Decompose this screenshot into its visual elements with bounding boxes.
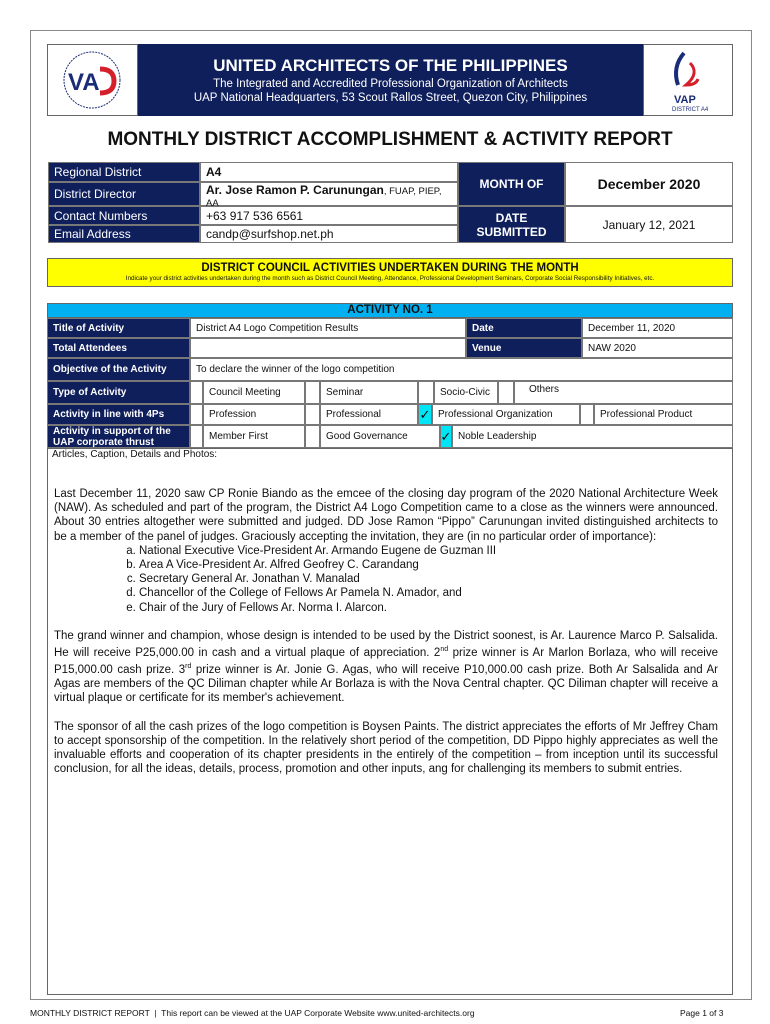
sup-nd: nd (440, 646, 449, 654)
regional-district-label: Regional District (48, 162, 200, 182)
type-checkbox-council[interactable] (190, 381, 203, 404)
venue-label: Venue (466, 338, 582, 358)
district-logo-right (643, 44, 733, 116)
sup-rd: rd (185, 663, 192, 671)
article-paragraph-1: Last December 11, 2020 saw CP Ronie Biando as the emcee of the closing day program of the 2020 National Architecture Week (NAW). As scheduled and part of the program, the District A4 Logo Competition came to a close as the winners were announced. About 30 entries altogether were submitted and judged. DD Jose Ramon “Pippo” Carunungan invited distinguished architects to be a member of the panel of judges. Graciously accepting the invitation, they are (in no particular order of importance): (54, 488, 718, 543)
date-label: Date (466, 318, 582, 338)
director-suffix: , FUAP, PIEP, AA (206, 186, 442, 209)
date-submitted-value: January 12, 2021 (565, 206, 733, 243)
org-tagline: The Integrated and Accredited Professional Organization of Architects (213, 78, 568, 90)
contact-value: +63 917 536 6561 (200, 206, 458, 225)
type-checkbox-sociocivic[interactable] (418, 381, 434, 404)
fourps-professional-organization: Professional Organization (432, 404, 580, 425)
thrust-label: Activity in support of the UAP corporate thrust (47, 425, 190, 448)
objective-value: To declare the winner of the logo competition (190, 358, 733, 381)
venue-value: NAW 2020 (582, 338, 733, 358)
fourps-checkbox-professional[interactable] (305, 404, 320, 425)
email-value: candp@surfshop.net.ph (200, 225, 458, 243)
title-label: Title of Activity (47, 318, 190, 338)
fourps-label: Activity in line with 4Ps (47, 404, 190, 425)
type-checkbox-others[interactable] (498, 381, 514, 404)
p2-text-b: prize winner is Ar Marlon Borlaza, who will receive P15,000.00 cash prize. 3 (54, 646, 718, 676)
p2-text-a: The grand winner and champion, whose design is intended to be used by the District soonest, is Ar. Laurence Marco P. Salsalida. He will receive P25,000.00 in cash and a virtual plaque of appreciation. 2 (54, 629, 718, 659)
type-seminar: Seminar (320, 381, 418, 404)
objective-label: Objective of the Activity (47, 358, 190, 381)
district-director-label: District Director (48, 182, 200, 206)
date-value: December 11, 2020 (582, 318, 733, 338)
thrust-checkbox-noble-leadership-checked[interactable]: ✓ (440, 425, 452, 448)
page-title: MONTHLY DISTRICT ACCOMPLISHMENT & ACTIVITY REPORT (107, 129, 673, 150)
section-title: DISTRICT COUNCIL ACTIVITIES UNDERTAKEN DURING THE MONTH (201, 262, 579, 274)
svg-text:VAP: VAP (674, 94, 696, 106)
judge-item: d. Chancellor of the College of Fellows Ar Pamela N. Amador, and (139, 586, 718, 600)
type-socio-civic: Socio-Civic (434, 381, 498, 404)
judge-item: b. Area A Vice-President Ar. Alfred Geofrey C. Carandang (139, 558, 718, 572)
p2-text-c: prize winner is Ar. Jonie G. Agas, who will receive P10,000.00 cash prize. Both Ar Salsalida and Ar Agas are members of the QC Diliman chapter while Ar Borlaza is with the Nova Central chapter. QC Diliman chapter will receive a virtual plaque or certificate for its member's achievement. (54, 663, 718, 705)
email-label: Email Address (48, 225, 200, 243)
footer-text: MONTHLY DISTRICT REPORT | This report can be viewed at the UAP Corporate Website www.united-architects.org (30, 1008, 475, 1018)
articles-box (47, 448, 733, 995)
fourps-checkbox-organization-checked[interactable]: ✓ (418, 404, 432, 425)
section-banner (47, 258, 733, 287)
section-subtitle: Indicate your district activities undertaken during the month such as District Council Meeting, Attendance, Professional Development Seminars, Corporate Social Responsibility Initiatives, etc. (125, 275, 655, 282)
thrust-noble-leadership: Noble Leadership (452, 425, 733, 448)
date-submitted-label: DATE SUBMITTED (458, 206, 565, 243)
activity-header: ACTIVITY NO. 1 (47, 303, 733, 318)
thrust-checkbox-good-governance[interactable] (305, 425, 320, 448)
org-address: UAP National Headquarters, 53 Scout Rallos Street, Quezon City, Philippines (193, 92, 588, 104)
fourps-profession: Profession (203, 404, 305, 425)
attendees-label: Total Attendees (47, 338, 190, 358)
type-checkbox-seminar[interactable] (305, 381, 320, 404)
fourps-professional-product: Professional Product (594, 404, 733, 425)
month-value: December 2020 (565, 162, 733, 206)
uap-logo-left (47, 44, 138, 116)
type-council-meeting: Council Meeting (203, 381, 305, 404)
fourps-checkbox-profession[interactable] (190, 404, 203, 425)
regional-district-value: A4 (200, 162, 458, 182)
thrust-member-first: Member First (203, 425, 305, 448)
director-name: Ar. Jose Ramon P. Carunungan (206, 183, 384, 197)
judges-list (139, 544, 718, 615)
page-number: Page 1 of 3 (680, 1008, 724, 1018)
type-others: Others (514, 381, 733, 404)
thrust-good-governance: Good Governance (320, 425, 440, 448)
month-of-label: MONTH OF (458, 162, 565, 206)
header-banner (138, 44, 643, 116)
article-paragraph-3: The sponsor of all the cash prizes of the logo competition is Boysen Paints. The district appreciates the efforts of Mr Jeffrey Cham to accept sponsorship of the competition. In the relatively short period of the competition, DD Pippo highly appreciates as well the invaluable efforts and cooperation of its chapter presidents in the entirely of the competition – from inception until its successful conclusion, for all the ideas, details, process, promotion and other inputs, ang for challenging its members to submit entries. (54, 720, 718, 776)
type-label: Type of Activity (47, 381, 190, 404)
contact-label: Contact Numbers (48, 206, 200, 225)
svg-text:DISTRICT A4: DISTRICT A4 (672, 107, 709, 113)
attendees-value (190, 338, 466, 358)
thrust-checkbox-member-first[interactable] (190, 425, 203, 448)
articles-label: Articles, Caption, Details and Photos: (52, 449, 218, 460)
article-paragraph-2 (54, 629, 718, 706)
judge-item: c. Secretary General Ar. Jonathan V. Manalad (139, 572, 718, 586)
title-value: District A4 Logo Competition Results (190, 318, 466, 338)
fourps-professional: Professional (320, 404, 418, 425)
org-name: UNITED ARCHITECTS OF THE PHILIPPINES (213, 56, 568, 75)
svg-text:VA: VA (68, 69, 100, 96)
fourps-checkbox-product[interactable] (580, 404, 594, 425)
district-director-value (200, 182, 458, 209)
judge-item: e. Chair of the Jury of Fellows Ar. Norma I. Alarcon. (139, 601, 718, 615)
judge-item: a. National Executive Vice-President Ar. Armando Eugene de Guzman III (139, 544, 718, 558)
